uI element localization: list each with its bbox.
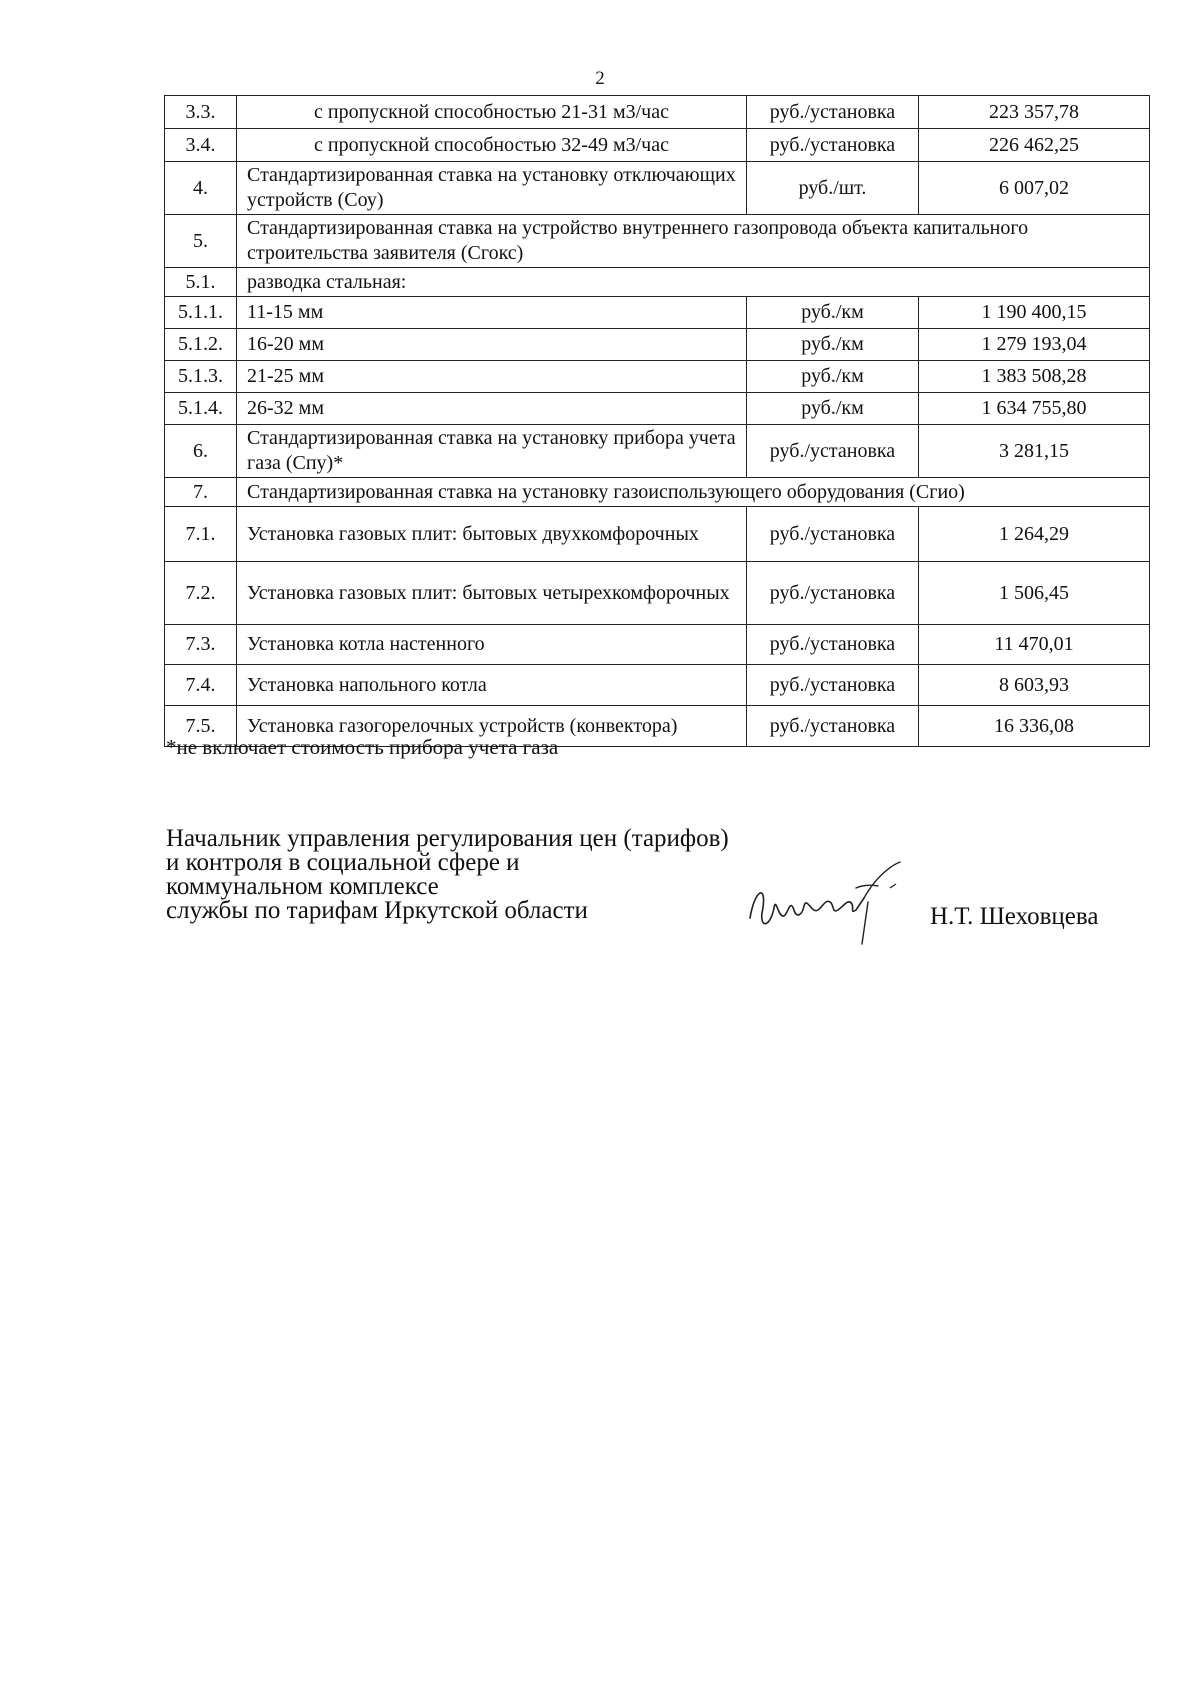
row-unit: руб./установка: [747, 129, 919, 162]
row-number: 5.1.4.: [165, 393, 237, 425]
row-description: Установка котла настенного: [237, 625, 747, 665]
row-number: 5.1.1.: [165, 297, 237, 329]
row-unit: руб./установка: [747, 96, 919, 129]
row-unit: руб./км: [747, 329, 919, 361]
row-number: 7.: [165, 478, 237, 507]
row-number: 3.4.: [165, 129, 237, 162]
table-row: [165, 665, 1150, 706]
row-number: 6.: [165, 425, 237, 478]
row-value: 6 007,02: [919, 162, 1150, 215]
row-description: разводка стальная:: [237, 268, 1150, 297]
table-row: [165, 162, 1150, 215]
row-value: 11 470,01: [919, 625, 1150, 665]
row-value: 226 462,25: [919, 129, 1150, 162]
row-description: Стандартизированная ставка на устройство внутреннего газопровода объекта капитального строительства заявителя (Сгокс): [237, 215, 1150, 268]
row-unit: руб./км: [747, 393, 919, 425]
row-description: с пропускной способностью 32-49 м3/час: [237, 129, 747, 162]
table-row: [165, 562, 1150, 625]
row-unit: руб./установка: [747, 425, 919, 478]
row-value: 3 281,15: [919, 425, 1150, 478]
row-number: 7.1.: [165, 507, 237, 562]
row-description: Стандартизированная ставка на установку прибора учета газа (Спу)*: [237, 425, 747, 478]
row-description: Установка напольного котла: [237, 665, 747, 706]
table-row: [165, 297, 1150, 329]
row-value: 1 279 193,04: [919, 329, 1150, 361]
table-row: [165, 268, 1150, 297]
row-description: с пропускной способностью 21-31 м3/час: [237, 96, 747, 129]
table-row: [165, 425, 1150, 478]
row-description: Стандартизированная ставка на установку газоиспользующего оборудования (Сгио): [237, 478, 1150, 507]
table-row: [165, 478, 1150, 507]
row-unit: руб./км: [747, 361, 919, 393]
signatory-line: коммунальном комплексе: [166, 873, 439, 900]
row-description: Установка газогорелочных устройств (конвектора): [237, 706, 747, 747]
row-description: 16-20 мм: [237, 329, 747, 361]
row-unit: руб./установка: [747, 625, 919, 665]
row-number: 5.1.: [165, 268, 237, 297]
rates-table: [164, 95, 1150, 747]
table-row: [165, 329, 1150, 361]
row-value: 1 190 400,15: [919, 297, 1150, 329]
row-value: 1 264,29: [919, 507, 1150, 562]
row-value: 1 506,45: [919, 562, 1150, 625]
row-unit: руб./установка: [747, 665, 919, 706]
table-row: [165, 507, 1150, 562]
row-value: 8 603,93: [919, 665, 1150, 706]
handwritten-signature: [740, 858, 940, 948]
signatory-line: службы по тарифам Иркутской области: [166, 897, 588, 924]
signer-name: Н.Т. Шеховцева: [930, 903, 1099, 930]
row-number: 7.4.: [165, 665, 237, 706]
row-value: 1 383 508,28: [919, 361, 1150, 393]
table-row: [165, 96, 1150, 129]
row-number: 7.5.: [165, 706, 237, 747]
signatory-title: [166, 827, 729, 923]
row-unit: руб./установка: [747, 507, 919, 562]
table-row: [165, 625, 1150, 665]
row-number: 7.3.: [165, 625, 237, 665]
table-row: [165, 361, 1150, 393]
table-row: [165, 393, 1150, 425]
row-unit: руб./шт.: [747, 162, 919, 215]
row-number: 5.1.2.: [165, 329, 237, 361]
signatory-line: Начальник управления регулирования цен (тарифов): [166, 825, 729, 852]
row-unit: руб./км: [747, 297, 919, 329]
row-unit: руб./установка: [747, 706, 919, 747]
row-value: 16 336,08: [919, 706, 1150, 747]
row-number: 5.: [165, 215, 237, 268]
footnote: *не включает стоимость прибора учета газа: [166, 735, 559, 759]
row-description: Установка газовых плит: бытовых четырехкомфорочных: [237, 562, 747, 625]
row-description: 11-15 мм: [237, 297, 747, 329]
table-row: [165, 215, 1150, 268]
table-row: [165, 129, 1150, 162]
row-number: 7.2.: [165, 562, 237, 625]
row-number: 3.3.: [165, 96, 237, 129]
row-number: 5.1.3.: [165, 361, 237, 393]
row-value: 223 357,78: [919, 96, 1150, 129]
row-description: Установка газовых плит: бытовых двухкомфорочных: [237, 507, 747, 562]
row-number: 4.: [165, 162, 237, 215]
row-value: 1 634 755,80: [919, 393, 1150, 425]
row-description: Стандартизированная ставка на установку отключающих устройств (Соу): [237, 162, 747, 215]
row-description: 26-32 мм: [237, 393, 747, 425]
row-description: 21-25 мм: [237, 361, 747, 393]
row-unit: руб./установка: [747, 562, 919, 625]
signatory-line: и контроля в социальной сфере и: [166, 849, 520, 876]
page-number: 2: [595, 68, 605, 89]
